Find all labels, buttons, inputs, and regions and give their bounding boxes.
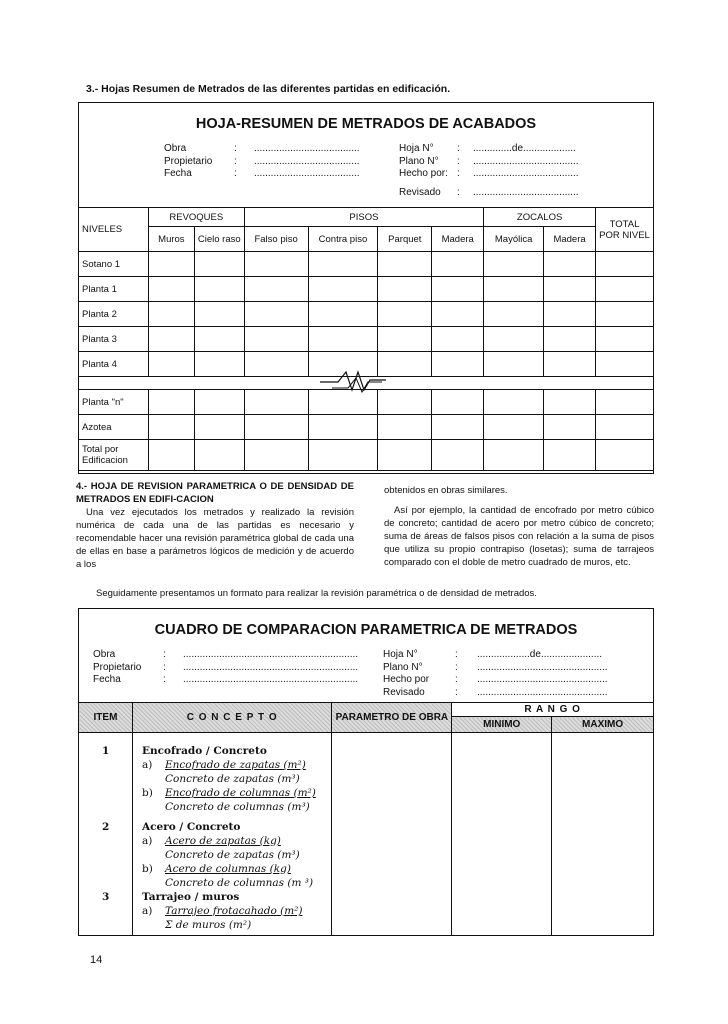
- subheader-falso-piso: Falso piso: [244, 227, 308, 252]
- cuadro-right-fields: [383, 649, 608, 699]
- header-revoques: REVOQUES: [148, 208, 244, 227]
- subheader-parquet: Parquet: [378, 227, 432, 252]
- section-4-col2-p1: obtenidos en obras similares.: [384, 485, 508, 496]
- item-sub-label: a): [142, 835, 153, 847]
- row-label: Planta 3: [79, 327, 149, 352]
- cuadro-comparacion-title: CUADRO DE COMPARACION PARAMETRICA DE METRADOS: [154, 622, 578, 638]
- row-label: Planta 2: [79, 302, 149, 327]
- item-denominator: Concreto de zapatas (m³): [165, 773, 300, 785]
- item-numerator: Acero de columnas (kg): [165, 863, 291, 875]
- item-sub-label: b): [142, 863, 153, 875]
- field-revisado: Revisado : ...............................................: [383, 686, 608, 698]
- field-propietario: Propietario : ...............................................................: [93, 661, 359, 673]
- section-4-col1: [76, 480, 354, 571]
- table-row: [79, 252, 654, 277]
- header-pisos: PISOS: [244, 208, 483, 227]
- section-4-footer-line: Seguidamente presentamos un formato para realizar la revisión paramétrica o de densidad de metrados.: [96, 588, 537, 599]
- cuadro-left-fields: [93, 649, 358, 687]
- section-4-col2-p2: Así por ejemplo, la cantidad de encofrado por metro cúbico de concreto; cantidad de acero por metro cúbico de concreto; suma de áreas de falsos pisos con relación a la suma de pisos que utiliza su propio contrapiso (losetas); suma de tarrajeos comparado con el doble de metro cuadrado de muros, etc.: [384, 505, 654, 568]
- row-label: Total por Edificacion: [79, 440, 149, 471]
- item-numerator: Encofrado de zapatas (m²): [165, 759, 306, 771]
- item-number: 2: [102, 821, 110, 833]
- page-number: 14: [90, 954, 103, 966]
- item-sub-label: a): [142, 905, 153, 917]
- header-maximo: MAXIMO: [552, 717, 654, 733]
- item-numerator: Tarrajeo frotacahado (m²): [165, 905, 303, 917]
- item-number: 3: [102, 891, 110, 903]
- table-row: [79, 327, 654, 352]
- field-hecho-por: Hecho por : ...............................................: [383, 674, 608, 685]
- row-label: Planta 1: [79, 277, 149, 302]
- subheader-mayolica: Mayólica: [484, 227, 544, 252]
- field-obra: Obra : ...............................................................: [93, 649, 359, 660]
- row-label: Planta "n": [79, 390, 149, 415]
- item-sub-label: b): [142, 787, 153, 799]
- row-label: Azotea: [79, 415, 149, 440]
- break-line-icon: [318, 366, 388, 394]
- item-numerator: Acero de zapatas (kg): [165, 835, 281, 847]
- field-fecha: Fecha : ......................................: [164, 168, 360, 179]
- subheader-madera-pisos: Madera: [432, 227, 484, 252]
- header-concepto: C O N C E P T O: [132, 703, 332, 733]
- header-rango: R A N G O: [452, 703, 654, 717]
- field-hoja: Hoja N° : ..............de...................: [399, 143, 576, 154]
- hoja-resumen-right-fields: [399, 143, 579, 199]
- item-title: Tarrajeo / muros: [142, 891, 240, 903]
- hoja-resumen-title: HOJA-RESUMEN DE METRADOS DE ACABADOS: [195, 116, 537, 132]
- item-number: 1: [102, 745, 110, 757]
- header-niveles: NIVELES: [79, 208, 149, 252]
- field-hoja: Hoja N° : ...................de......................: [383, 649, 603, 660]
- table-row: [79, 415, 654, 440]
- field-hecho-por: Hecho por: : ......................................: [399, 168, 579, 179]
- section-3-heading: 3.- Hojas Resumen de Metrados de las diferentes partidas en edificación.: [86, 83, 451, 95]
- subheader-madera-zocalos: Madera: [544, 227, 596, 252]
- header-total-por-nivel: TOTAL POR NIVEL: [596, 208, 654, 252]
- subheader-cielo-raso: Cielo raso: [194, 227, 244, 252]
- item-denominator: Concreto de zapatas (m³): [165, 849, 300, 861]
- field-revisado: Revisado : ......................................: [399, 186, 579, 198]
- item-title: Acero / Concreto: [142, 821, 241, 833]
- row-label: Sotano 1: [79, 252, 149, 277]
- item-denominator: Σ de muros (m²): [165, 919, 252, 931]
- header-minimo: MINIMO: [452, 717, 552, 733]
- field-propietario: Propietario : ......................................: [164, 155, 360, 167]
- header-item: ITEM: [79, 703, 133, 733]
- item-numerator: Encofrado de columnas (m²): [165, 787, 316, 799]
- field-fecha: Fecha : ...............................................................: [93, 674, 359, 685]
- section-4-intro: Una vez ejecutados los metrados y realizado la revisión numérica de cada una de las partidas es necesario y recomendable hacer una revisión paramétrica global de cada una de ellas en base a parámetros lógicos de medición y de acuerdo a los: [76, 507, 354, 570]
- section-4-col2: [384, 484, 654, 569]
- hoja-resumen-table: [78, 207, 654, 471]
- item-denominator: Concreto de columnas (m ³): [165, 877, 314, 889]
- field-obra: Obra : ......................................: [164, 143, 360, 154]
- item-sub-label: a): [142, 759, 153, 771]
- hoja-resumen-left-fields: [164, 143, 360, 181]
- items-list: [78, 738, 332, 934]
- subheader-muros: Muros: [148, 227, 194, 252]
- header-zocalos: ZOCALOS: [484, 208, 596, 227]
- table-row: [79, 302, 654, 327]
- field-plano: Plano N° : ......................................: [399, 155, 579, 167]
- field-plano: Plano N° : ...............................................: [383, 661, 608, 673]
- header-parametro-de-obra: PARAMETRO DE OBRA: [332, 703, 452, 733]
- table-row: [79, 277, 654, 302]
- subheader-contra-piso: Contra piso: [308, 227, 378, 252]
- table-row: [79, 440, 654, 471]
- section-4-heading: 4.- HOJA DE REVISION PARAMETRICA O DE DENSIDAD DE METRADOS EN EDIFI-CACION: [76, 481, 354, 505]
- item-denominator: Concreto de columnas (m³): [165, 801, 310, 813]
- row-label: Planta 4: [79, 352, 149, 377]
- item-title: Encofrado / Concreto: [142, 745, 267, 757]
